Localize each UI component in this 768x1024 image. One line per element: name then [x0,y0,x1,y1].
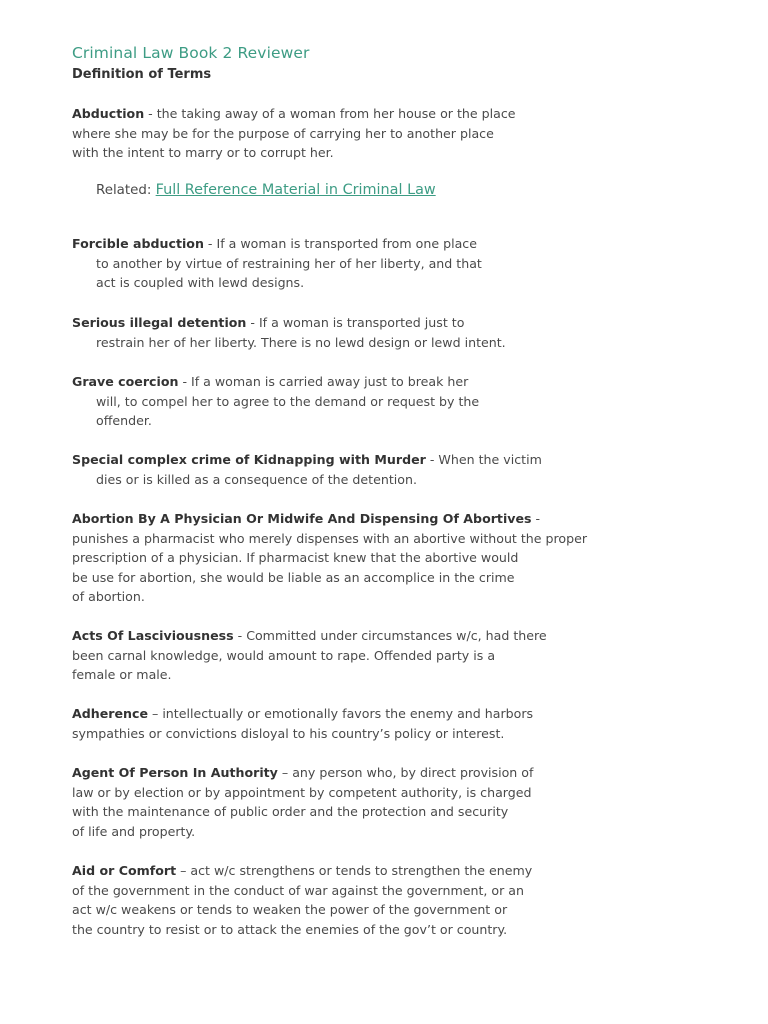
definition-serious-illegal-detention: Serious illegal detention - If a woman is transported just to restrain her of her liberty. There is no lewd design or lewd intent. [72,315,506,350]
term: Agent Of Person In Authority [72,765,278,780]
related-label: Related: [96,183,156,198]
related-link[interactable]: Full Reference Material in Criminal Law [155,182,436,198]
definition-acts-of-lasciviousness: Acts Of Lasciviousness - Committed under circumstances w/c, had there been carnal knowledge, would amount to rape. Offended party is a female or male. [72,628,547,683]
definition-abduction: Abduction - the taking away of a woman from her house or the place where she may be for the purpose of carrying her to another place with the intent to marry or to corrupt her. [72,106,516,161]
term: Abortion By A Physician Or Midwife And Dispensing Of Abortives [72,511,532,526]
term: Abduction [72,106,145,121]
definition-aid-or-comfort: Aid or Comfort – act w/c strengthens or tends to strengthen the enemy of the government in the conduct of war against the government, or an act w/c weakens or tends to weaken the power of the government or the country to resist or to attack the enemies of the gov’t or country. [72,863,533,937]
definition-agent-of-person-in-authority: Agent Of Person In Authority – any person who, by direct provision of law or by election or by appointment by competent authority, is charged with the maintenance of public order and the protection and security of life and property. [72,765,534,839]
page-subtitle: Definition of Terms [72,67,212,82]
term: Aid or Comfort [72,863,177,878]
term: Special complex crime of Kidnapping with Murder [72,452,426,467]
term: Adherence [72,706,148,721]
definition-adherence: Adherence – intellectually or emotionally favors the enemy and harbors sympathies or convictions disloyal to his country’s policy or interest. [72,706,534,741]
definition-grave-coercion: Grave coercion - If a woman is carried away just to break her will, to compel her to agree to the demand or request by the offender. [72,374,480,429]
term: Forcible abduction [72,236,204,251]
related-link-row [96,182,436,198]
definition-kidnapping-with-murder: Special complex crime of Kidnapping with Murder - When the victim dies or is killed as a consequence of the detention. [72,452,542,487]
definition-abortion-by-physician: Abortion By A Physician Or Midwife And Dispensing Of Abortives - punishes a pharmacist who merely dispenses with an abortive without the proper prescription of a physician. If pharmacist knew that the abortive would be use for abortion, she would be liable as an accomplice in the crime of abortion. [72,511,588,605]
page-title: Criminal Law Book 2 Reviewer [72,44,310,62]
term: Serious illegal detention [72,315,247,330]
term: Acts Of Lasciviousness [72,628,234,643]
term: Grave coercion [72,374,179,389]
definition-forcible-abduction: Forcible abduction - If a woman is transported from one place to another by virtue of restraining her of her liberty, and that act is coupled with lewd designs. [72,236,482,291]
